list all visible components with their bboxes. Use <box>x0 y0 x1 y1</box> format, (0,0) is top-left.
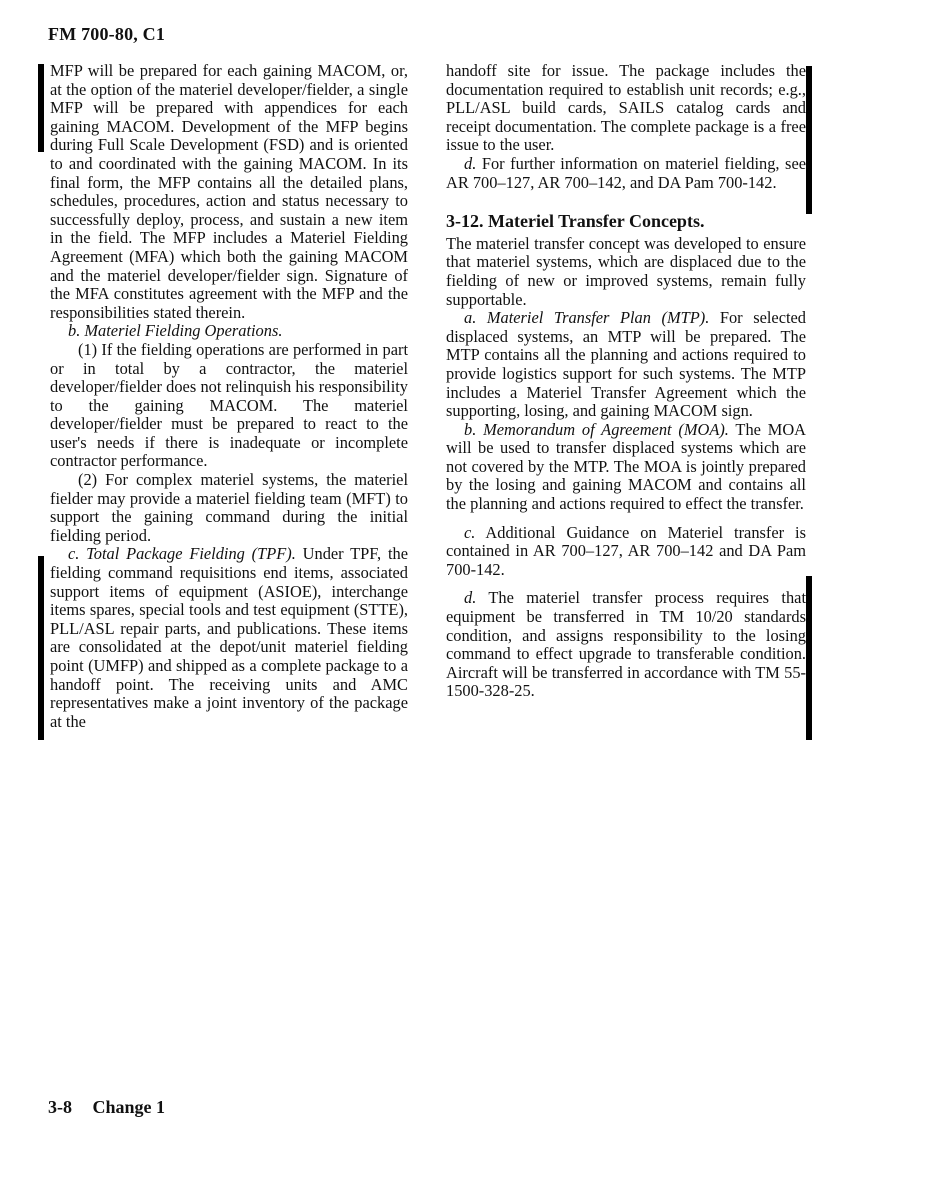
paragraph-mfp: MFP will be prepared for each gaining MACOM, or, at the option of the materiel developer/fielder, a single MFP will be prepared with appendices for each gaining MACOM. Development of the MFP begins during Full Scale Development (FSD) and is oriented to and coordinated with the gaining MACOM. In its final form, the MFP contains all the detailed plans, schedules, procedures, action and status necessary to successfully deploy, process, and sustain a new item in the field. The MFP includes a Materiel Fielding Agreement (MFA) which both the gaining MACOM and the materiel developer/fielder sign. Signature of the MFA constitutes agreement with the MFP and the responsibilities stated therein. <box>50 61 408 322</box>
paragraph-d-text: For further information on materiel fielding, see AR 700–127, AR 700–142, and DA Pam 700-142. <box>446 153 806 192</box>
paragraph-a-text: For selected displaced systems, an MTP will be prepared. The MTP contains all the planning and actions required to provide logistics support for such systems. The MTP includes a Materiel Transfer Agreement which the supporting, losing, and gaining MACOM sign. <box>446 308 806 421</box>
subsection-a-title: a. Materiel Transfer Plan (MTP). <box>464 308 710 328</box>
change-bar-right-top <box>806 66 812 214</box>
paragraph-d2-text: The materiel transfer process requires that equipment be transferred in TM 10/20 standards condition, and assigns responsibility to the losing command to effect upgrade to transferable condition. Aircraft will be transferred in accordance with TM 55-1500-328-25. <box>446 588 806 701</box>
change-label: Change 1 <box>92 1097 166 1117</box>
subsection-b-moa-title: b. Memorandum of Agreement (MOA). <box>464 419 729 439</box>
page-number: 3-8 <box>48 1097 72 1117</box>
change-bar-left-bottom <box>38 556 44 740</box>
subsection-b-title <box>50 322 408 341</box>
paragraph-d-label: d. <box>464 153 477 173</box>
paragraph-c-tpf <box>50 545 408 731</box>
paragraph-b-moa <box>446 421 806 514</box>
page-footer <box>48 1097 165 1118</box>
paragraph-continuation: handoff site for issue. The package includes the documentation required to establish unit records; e.g., PLL/ASL build cards, SAILS catalog cards and receipt documentation. The complete package is a free issue to the user. <box>446 61 806 155</box>
subsection-b-title-text: b. Materiel Fielding Operations. <box>68 321 283 341</box>
paragraph-c-guidance <box>446 524 806 580</box>
change-bar-left-top <box>38 64 44 152</box>
left-column <box>50 62 408 731</box>
paragraph-intro: The materiel transfer concept was developed to ensure that materiel systems, which are displaced due to the fielding of new or improved systems, remain fully supportable. <box>446 233 806 309</box>
paragraph-b2: (2) For complex materiel systems, the materiel fielder may provide a materiel fielding team (MFT) to support the gaining command during the initial fielding period. <box>50 470 408 545</box>
paragraph-c-guidance-text: Additional Guidance on Materiel transfer is contained in AR 700–127, AR 700–142 and DA Pam 700-142. <box>446 522 806 579</box>
right-column <box>446 62 806 701</box>
paragraph-d <box>446 155 806 192</box>
running-head: FM 700-80, C1 <box>48 24 166 44</box>
paragraph-d-transfer <box>446 589 806 701</box>
section-heading: 3-12. Materiel Transfer Concepts. <box>446 211 705 232</box>
change-bar-right-bottom <box>806 576 812 740</box>
paragraph-c-label: c. <box>464 522 476 542</box>
paragraph-a-mtp <box>446 309 806 421</box>
subsection-c-title: c. Total Package Fielding (TPF). <box>68 544 296 564</box>
paragraph-c-text: Under TPF, the fielding command requisitions end items, associated support items of equipment (ASIOE), interchange items spares, special tools and test equipment (STTE), PLL/ASL repair parts, and publications. These items are consolidated at the depot/unit materiel fielding point (UMFP) and shipped as a complete package to a handoff point. The receiving units and AMC representatives make a joint inventory of the package at the <box>50 544 408 731</box>
paragraph-b-moa-text: The MOA will be used to transfer displaced systems which are not covered by the MTP. The MOA is jointly prepared by the losing and gaining MACOM and contains all the planning and actions required to effect the transfer. <box>446 419 806 514</box>
paragraph-b1: (1) If the fielding operations are performed in part or in total by a contractor, the materiel developer/fielder does not relinquish his responsibility to the gaining MACOM. The materiel developer/fielder must be prepared to react to the user's needs if there is inadequate or incomplete contractor performance. <box>50 339 408 471</box>
paragraph-d2-label: d. <box>464 588 477 608</box>
